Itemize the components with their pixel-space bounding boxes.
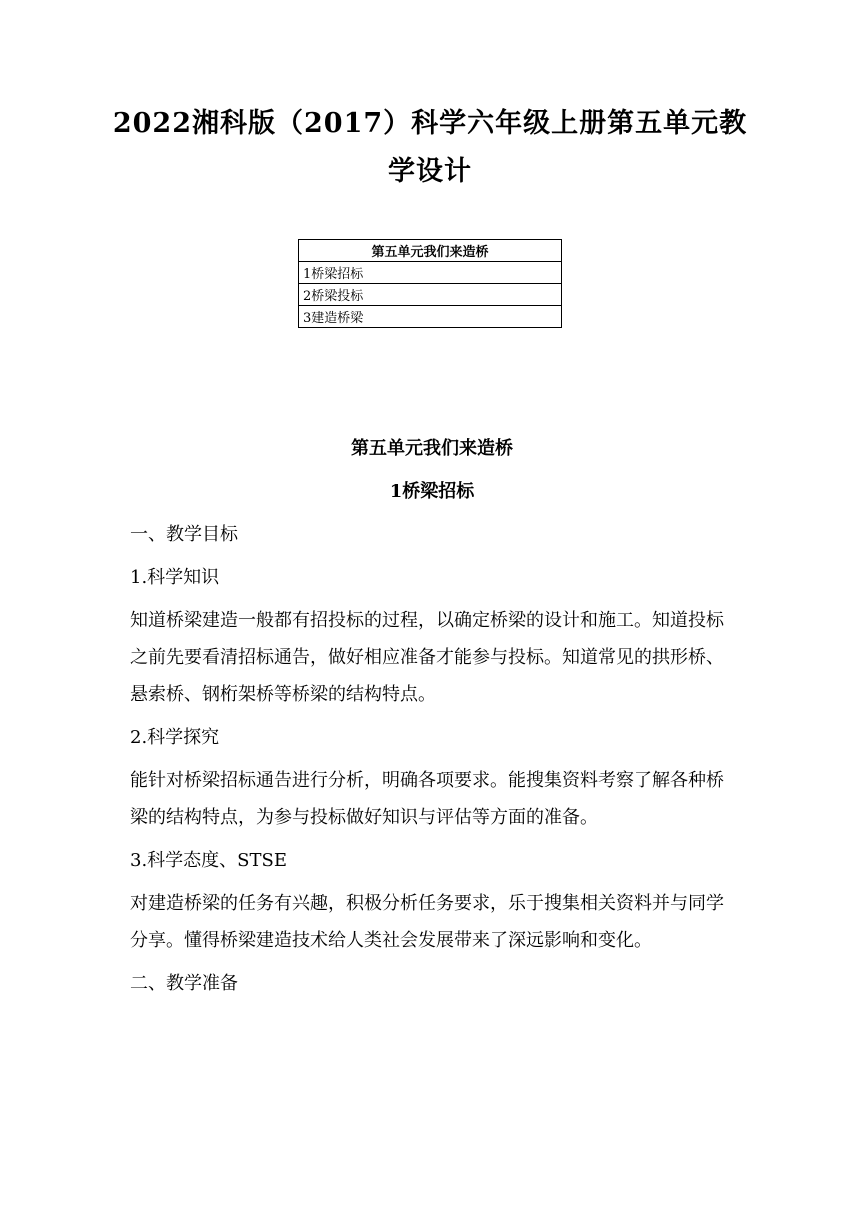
objectives-heading: 一、教学目标 [130,524,238,545]
inquiry-heading: 2.科学探究 [130,727,220,748]
toc-header: 第五单元我们来造桥 [299,240,562,262]
toc-row [299,284,562,306]
toc-row [299,306,562,328]
unit-title: 第五单元我们来造桥 [351,438,513,459]
document-title: 2022湘科版（2017）科学六年级上册第五单元教学设计 [112,108,748,187]
preparation-heading: 二、教学准备 [130,973,238,994]
knowledge-heading: 1.科学知识 [130,567,220,588]
attitude-paragraph: 对建造桥梁的任务有兴趣，积极分析任务要求，乐于搜集相关资料并与同学分享。懂得桥梁建造技术给人类社会发展带来了深远影响和变化。 [130,893,724,951]
attitude-heading: 3.科学态度、STSE [130,850,287,871]
inquiry-paragraph: 能针对桥梁招标通告进行分析，明确各项要求。能搜集资料考察了解各种桥梁的结构特点，为参与投标做好知识与评估等方面的准备。 [130,770,724,828]
toc-row [299,262,562,284]
lesson-content [130,430,734,1008]
toc-header-row [299,240,562,262]
toc-item: 2桥梁投标 [299,284,562,306]
lesson-title: 1桥梁招标 [389,481,475,502]
toc-item: 3建造桥梁 [299,306,562,328]
toc-table [298,239,562,328]
toc-item: 1桥梁招标 [299,262,562,284]
knowledge-paragraph: 知道桥梁建造一般都有招投标的过程，以确定桥梁的设计和施工。知道投标之前先要看清招标通告，做好相应准备才能参与投标。知道常见的拱形桥、悬索桥、钢桁架桥等桥梁的结构特点。 [130,610,724,705]
